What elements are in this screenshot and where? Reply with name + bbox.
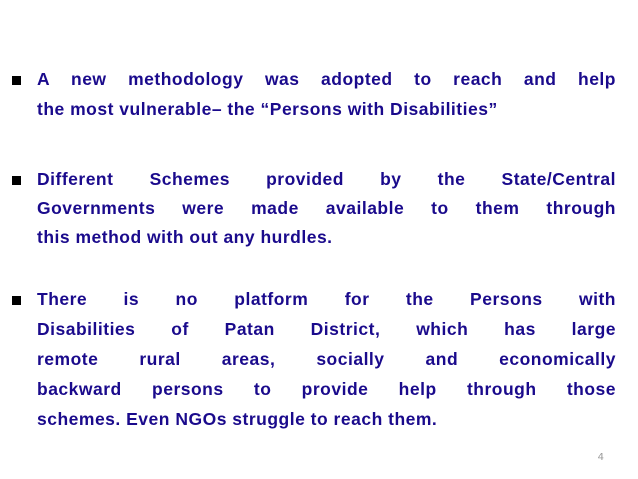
square-bullet-icon bbox=[12, 76, 21, 85]
bullet-3-line-3: remote rural areas, socially and economically bbox=[37, 349, 616, 369]
square-bullet-icon bbox=[12, 296, 21, 305]
bullet-2-line-2: Governments were made available to them through bbox=[37, 198, 616, 218]
bullet-3-line-2: Disabilities of Patan District, which has large bbox=[37, 319, 616, 339]
bullet-1-line-1: A new methodology was adopted to reach and help bbox=[37, 69, 616, 89]
square-bullet-icon bbox=[12, 176, 21, 185]
bullet-2-line-3: this method with out any hurdles. bbox=[37, 227, 333, 247]
page-number: 4 bbox=[597, 452, 604, 463]
bullet-2-line-1: Different Schemes provided by the State/Central bbox=[37, 169, 616, 189]
bullet-1-line-2: the most vulnerable– the “Persons with Disabilities” bbox=[37, 99, 498, 119]
bullet-3-line-5: schemes. Even NGOs struggle to reach them. bbox=[37, 409, 438, 429]
bullet-3-line-4: backward persons to provide help through those bbox=[37, 379, 616, 399]
bullet-3-line-1: There is no platform for the Persons with bbox=[37, 289, 616, 309]
